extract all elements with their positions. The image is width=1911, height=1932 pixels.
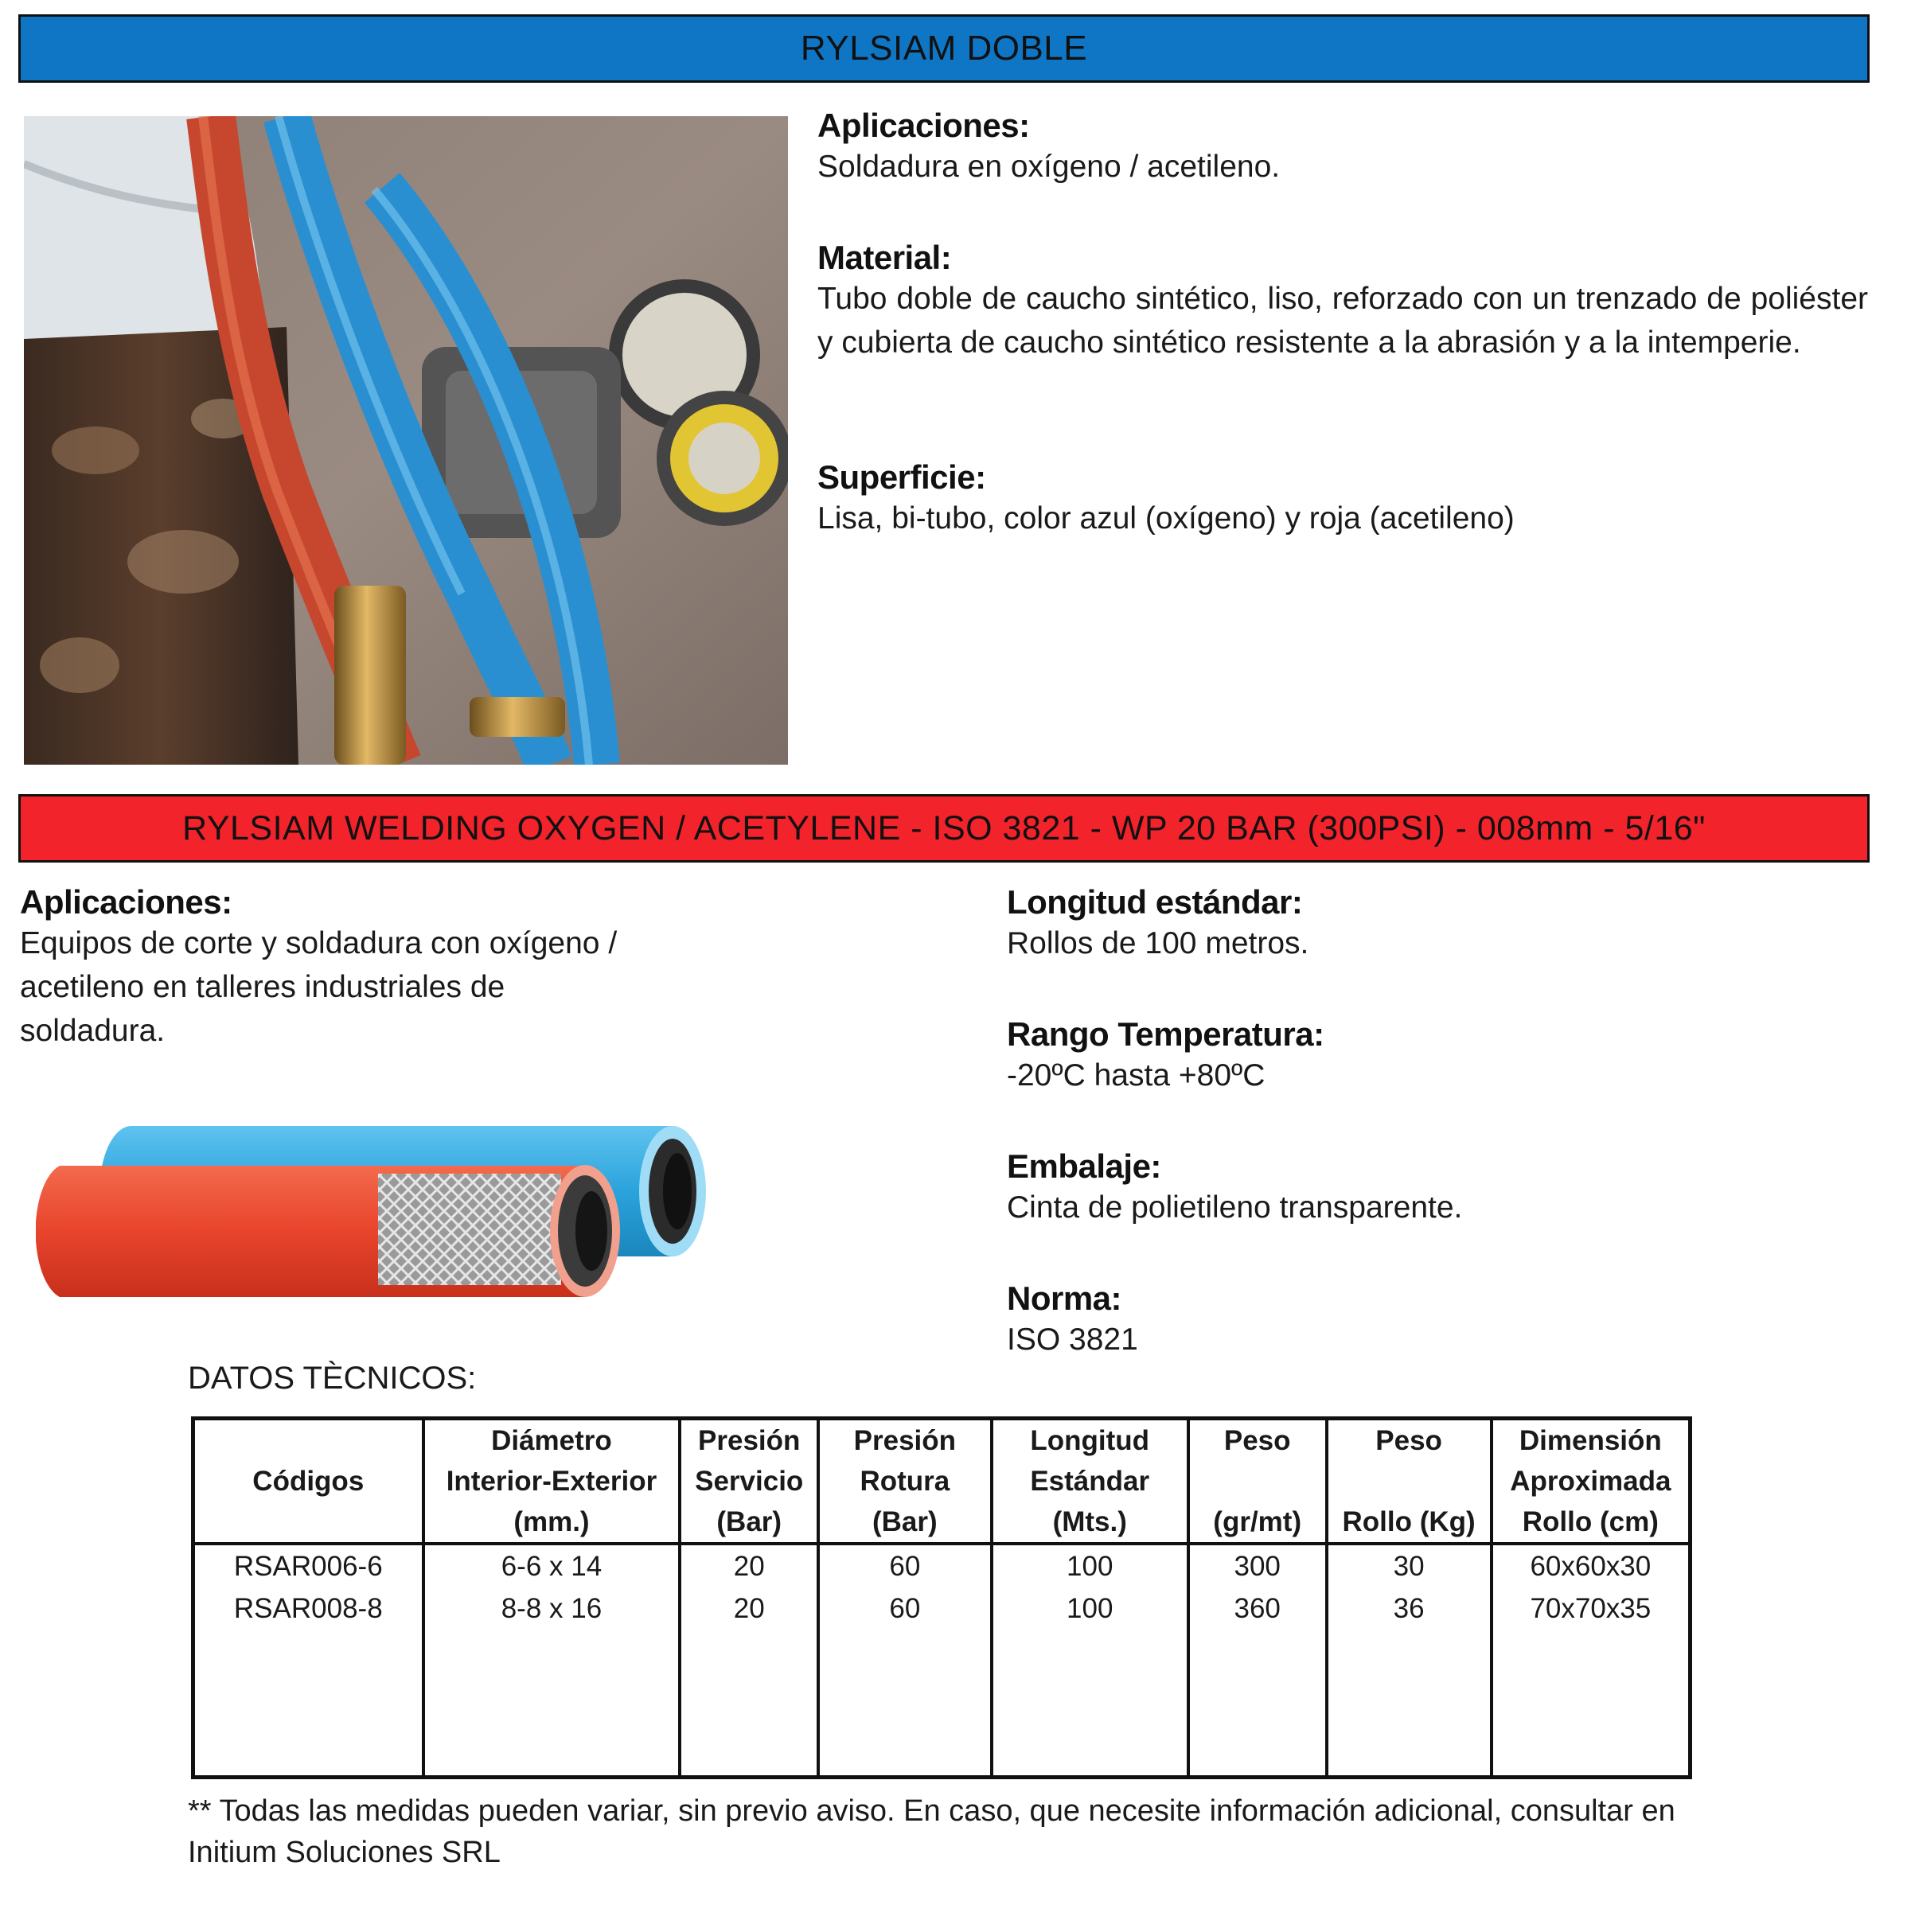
- embalaje-text: Cinta de polietileno transparente.: [1007, 1190, 1463, 1225]
- header-dimension-rollo: Dimensión Aproximada Rollo (cm): [1492, 1419, 1691, 1544]
- cell-peso: 360: [1188, 1587, 1327, 1630]
- cell-diametro: 8-8 x 16: [423, 1587, 681, 1630]
- table-row: [193, 1544, 1691, 1587]
- norma-heading: Norma:: [1007, 1280, 1122, 1317]
- table-row: [193, 1587, 1691, 1630]
- footnote-line-1: ** Todas las medidas pueden variar, sin previo aviso. En caso, que necesite información adicional, consultar en: [188, 1794, 1675, 1828]
- welding-hoses-photo: [24, 116, 788, 765]
- material-heading: Material:: [817, 239, 952, 276]
- superficie-text: Lisa, bi-tubo, color azul (oxígeno) y roja (acetileno): [817, 501, 1515, 536]
- cell-peso: 300: [1188, 1544, 1327, 1587]
- rango-temperatura-heading: Rango Temperatura:: [1007, 1015, 1324, 1053]
- longitud-text: Rollos de 100 metros.: [1007, 926, 1309, 960]
- header-peso-rollo: Peso Rollo (Kg): [1327, 1419, 1492, 1544]
- header-codigos: Códigos: [193, 1419, 423, 1544]
- cell-longitud: 100: [992, 1544, 1188, 1587]
- applications-line-2: acetileno en talleres industriales de: [20, 970, 505, 1004]
- cell-longitud: 100: [992, 1587, 1188, 1630]
- datos-tecnicos-title: DATOS TÈCNICOS:: [188, 1361, 477, 1396]
- header-presion-rotura: Presión Rotura (Bar): [818, 1419, 991, 1544]
- twin-hose-illustration: [36, 1118, 708, 1297]
- material-text: Tubo doble de caucho sintético, liso, reforzado con un trenzado de poliéster y cubierta de caucho sintético resistente a la abrasión y a la intemperie.: [817, 282, 1868, 360]
- applications-line-1: Equipos de corte y soldadura con oxígeno /: [20, 926, 618, 960]
- table-header-row: [193, 1419, 1691, 1544]
- longitud-heading: Longitud estándar:: [1007, 883, 1303, 921]
- superficie-heading: Superficie:: [817, 458, 986, 496]
- section-banner-rylsiam-doble: RYLSIAM DOBLE: [18, 14, 1870, 83]
- cell-diametro: 6-6 x 14: [423, 1544, 681, 1587]
- rango-temperatura-text: -20ºC hasta +80ºC: [1007, 1058, 1266, 1093]
- header-peso: Peso (gr/mt): [1188, 1419, 1327, 1544]
- cell-dimension: 70x70x35: [1492, 1587, 1691, 1630]
- cell-dimension: 60x60x30: [1492, 1544, 1691, 1587]
- cell-presion-servicio: 20: [680, 1544, 818, 1587]
- table-empty-space: [193, 1630, 1691, 1778]
- header-longitud-estandar: Longitud Estándar (Mts.): [992, 1419, 1188, 1544]
- product-spec-banner: RYLSIAM WELDING OXYGEN / ACETYLENE - ISO 3821 - WP 20 BAR (300PSI) - 008mm - 5/16": [18, 794, 1870, 863]
- cell-peso-rollo: 30: [1327, 1544, 1492, 1587]
- cell-presion-rotura: 60: [818, 1544, 991, 1587]
- footnote-line-2: Initium Soluciones SRL: [188, 1836, 501, 1869]
- applications-line-3: soldadura.: [20, 1014, 166, 1048]
- technical-data-table: [191, 1416, 1692, 1779]
- cell-codigo: RSAR006-6: [193, 1544, 423, 1587]
- cell-peso-rollo: 36: [1327, 1587, 1492, 1630]
- applications-heading: Aplicaciones:: [20, 883, 232, 921]
- embalaje-heading: Embalaje:: [1007, 1147, 1161, 1185]
- footnote: [188, 1790, 1716, 1873]
- cell-presion-rotura: 60: [818, 1587, 991, 1630]
- header-presion-servicio: Presión Servicio (Bar): [680, 1419, 818, 1544]
- aplicaciones-text: Soldadura en oxígeno / acetileno.: [817, 150, 1281, 184]
- header-diametro: Diámetro Interior-Exterior (mm.): [423, 1419, 681, 1544]
- cell-presion-servicio: 20: [680, 1587, 818, 1630]
- aplicaciones-heading: Aplicaciones:: [817, 107, 1030, 144]
- norma-text: ISO 3821: [1007, 1322, 1138, 1357]
- cell-codigo: RSAR008-8: [193, 1587, 423, 1630]
